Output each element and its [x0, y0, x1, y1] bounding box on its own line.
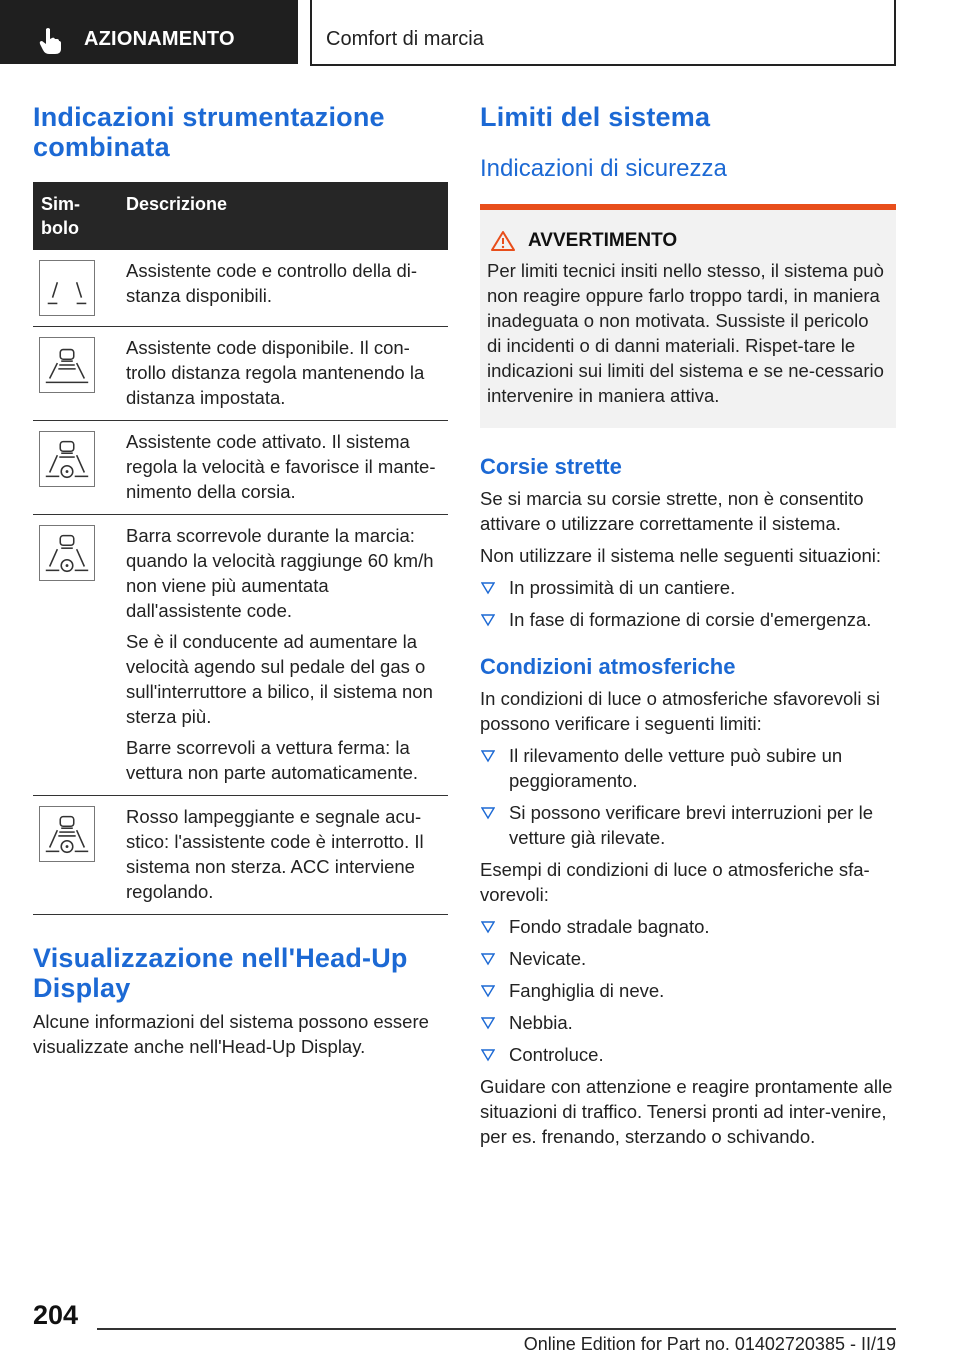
list-item-text: Nevicate.	[509, 948, 587, 969]
list-item-text: In prossimità di un cantiere.	[509, 577, 736, 598]
warning-box	[480, 204, 896, 428]
table-row	[33, 250, 448, 327]
row-text: Barre scorrevoli a vettura ferma: la vettura non parte automaticamente.	[126, 737, 419, 783]
right-column	[480, 102, 896, 1149]
chapter-label: Comfort di marcia	[326, 28, 484, 50]
symbol-cell	[33, 421, 118, 515]
symbol-table	[33, 182, 448, 915]
list-item	[480, 946, 896, 971]
weather-text-3: Guidare con attenzione e reagire prontamente alle situazioni di traffico. Tenersi pronti ad inter-venire, per es. frenando, sterzando o schivando.	[480, 1076, 893, 1147]
list-item-text: Si possono verificare brevi interruzioni per le vetture già rilevate.	[509, 802, 874, 848]
list-item-text: Il rilevamento delle vetture può subire un peggioramento.	[509, 745, 843, 791]
narrow-text-1: Se si marcia su corsie strette, non è consentito attivare o utilizzare correttamente il sistema.	[480, 488, 864, 534]
list-item	[480, 575, 896, 600]
description-cell	[118, 515, 448, 796]
bullet-triangle-icon	[481, 613, 495, 627]
weather-text-2: Esempi di condizioni di luce o atmosferiche sfa-vorevoli:	[480, 859, 870, 905]
list-item	[480, 914, 896, 939]
description-cell	[118, 421, 448, 515]
col-description-label: Descrizione	[126, 194, 228, 214]
header-section-tab	[0, 0, 298, 64]
lane-lines-icon	[39, 260, 95, 316]
description-cell	[118, 327, 448, 421]
car-ahead-lanes-icon	[39, 337, 95, 393]
table-row	[33, 515, 448, 796]
list-item-text: Controluce.	[509, 1044, 604, 1065]
page-number: 204	[33, 1300, 79, 1330]
warning-text: Per limiti tecnici insiti nello stesso, il sistema può non reagire oppure farlo troppo tardi, in maniera inadeguata o non motivata. Sussiste il pericolo di incidenti o di danni materiali. Rispet-tare le indicazioni sui limiti del sistema e se ne-cessario intervenire in maniera attiva.	[487, 260, 884, 406]
list-item-text: Fanghiglia di neve.	[509, 980, 665, 1001]
col-symbol-header	[33, 182, 118, 250]
table-row	[33, 327, 448, 421]
table-row	[33, 796, 448, 915]
row-text: Barra scorrevole durante la marcia: quando la velocità raggiunge 60 km/h non viene più aumentata dall'assistente code.	[126, 525, 434, 621]
symbol-cell	[33, 250, 118, 327]
weather-bullet-list-1	[480, 743, 896, 850]
list-item	[480, 1010, 896, 1035]
list-item-text: In fase di formazione di corsie d'emergenza.	[509, 609, 872, 630]
row-text: Assistente code disponibile. Il con-trollo distanza regola mantenendo la distanza impostata.	[126, 337, 425, 408]
row-text: Se è il conducente ad aumentare la velocità agendo sul pedale del gas o sull'interruttore a bilico, il sistema non sterza più.	[126, 631, 433, 727]
list-item-text: Nebbia.	[509, 1012, 573, 1033]
bullet-triangle-icon	[481, 749, 495, 763]
list-item	[480, 1042, 896, 1067]
warning-heading	[487, 230, 888, 252]
header-chapter	[310, 0, 896, 66]
list-item	[480, 743, 896, 793]
instrument-indications-title: Indicazioni strumentazione combinata	[33, 102, 385, 162]
weather-bullet-list-2	[480, 914, 896, 1067]
list-item	[480, 978, 896, 1003]
bullet-triangle-icon	[481, 806, 495, 820]
narrow-text-2: Non utilizzare il sistema nelle seguenti situazioni:	[480, 545, 882, 566]
bullet-triangle-icon	[481, 581, 495, 595]
section-label: AZIONAMENTO	[84, 28, 235, 50]
row-text: Assistente code e controllo della di-stanza disponibili.	[126, 260, 418, 306]
bullet-triangle-icon	[481, 1048, 495, 1062]
narrow-lanes-title: Corsie strette	[480, 454, 622, 479]
symbol-cell	[33, 327, 118, 421]
symbol-cell	[33, 515, 118, 796]
left-column	[33, 102, 448, 1059]
car-steering-bars-icon	[39, 525, 95, 581]
bullet-triangle-icon	[481, 1016, 495, 1030]
weather-title: Condizioni atmosferiche	[480, 654, 736, 679]
list-item-text: Fondo stradale bagnato.	[509, 916, 710, 937]
row-text: Assistente code attivato. Il sistema regola la velocità e favorisce il mante-nimento della corsia.	[126, 431, 436, 502]
bullet-triangle-icon	[481, 952, 495, 966]
list-item	[480, 800, 896, 850]
car-steering-red-icon	[39, 806, 95, 862]
hud-text: Alcune informazioni del sistema possono essere visualizzate anche nell'Head-Up Display.	[33, 1011, 429, 1057]
narrow-bullet-list	[480, 575, 896, 632]
table-row	[33, 421, 448, 515]
pointing-hand-icon	[38, 27, 64, 55]
safety-title: Indicazioni di sicurezza	[480, 155, 727, 182]
list-item	[480, 607, 896, 632]
description-cell	[118, 250, 448, 327]
warning-label: AVVERTIMENTO	[528, 230, 678, 251]
car-steering-wheel-icon	[39, 431, 95, 487]
row-text: Rosso lampeggiante e segnale acu-stico: l'assistente code è interrotto. Il sistema non sterza. ACC interviene regolando.	[126, 806, 424, 902]
footer-divider	[97, 1328, 896, 1330]
bullet-triangle-icon	[481, 920, 495, 934]
hud-title: Visualizzazione nell'Head-Up Display	[33, 943, 408, 1003]
bullet-triangle-icon	[481, 984, 495, 998]
symbol-cell	[33, 796, 118, 915]
col-symbol-label: Sim- bolo	[41, 194, 81, 238]
system-limits-title: Limiti del sistema	[480, 102, 711, 132]
description-cell	[118, 796, 448, 915]
weather-text-1: In condizioni di luce o atmosferiche sfavorevoli si possono verificare i seguenti limiti:	[480, 688, 880, 734]
warning-triangle-icon	[490, 230, 516, 252]
col-description-header	[118, 182, 448, 250]
footer-edition: Online Edition for Part no. 01402720385 - II/19	[523, 1334, 896, 1354]
